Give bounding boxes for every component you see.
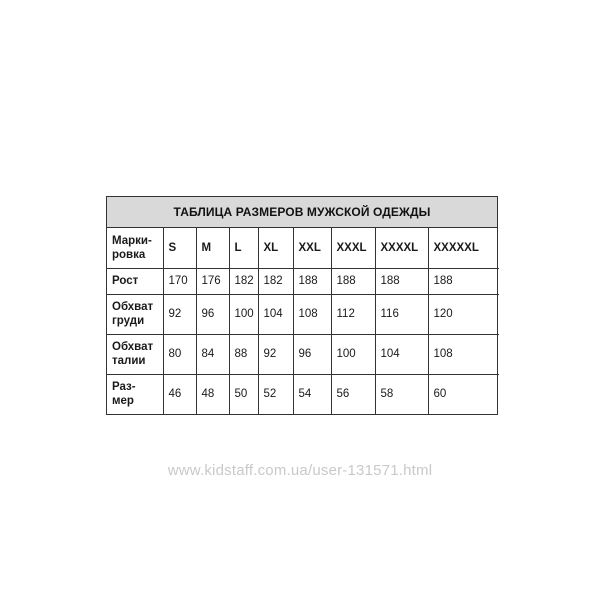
table-cell: 116: [375, 294, 428, 334]
table-cell: 112: [331, 294, 375, 334]
table-cell: 46: [163, 374, 196, 414]
table-cell: 60: [428, 374, 499, 414]
size-table-body: [107, 228, 499, 414]
table-cell: 182: [229, 268, 258, 294]
table-cell: 58: [375, 374, 428, 414]
size-chart-title: ТАБЛИЦА РАЗМЕРОВ МУЖСКОЙ ОДЕЖДЫ: [107, 197, 497, 228]
table-cell: 100: [229, 294, 258, 334]
row-label-height: Рост: [107, 268, 163, 294]
table-cell: 88: [229, 334, 258, 374]
table-cell: L: [229, 228, 258, 268]
table-cell: 84: [196, 334, 229, 374]
row-label-size: Раз- мер: [107, 374, 163, 414]
table-cell: 176: [196, 268, 229, 294]
table-cell: 96: [293, 334, 331, 374]
table-row-marking: [107, 228, 499, 268]
table-cell: 108: [428, 334, 499, 374]
table-cell: 80: [163, 334, 196, 374]
table-cell: M: [196, 228, 229, 268]
table-row-size: [107, 374, 499, 414]
table-cell: 188: [428, 268, 499, 294]
table-cell: 120: [428, 294, 499, 334]
table-cell: 48: [196, 374, 229, 414]
row-label-marking: Марки- ровка: [107, 228, 163, 268]
table-cell: 108: [293, 294, 331, 334]
row-label-chest: Обхват груди: [107, 294, 163, 334]
table-cell: 188: [331, 268, 375, 294]
table-cell: XXXXL: [375, 228, 428, 268]
table-cell: 96: [196, 294, 229, 334]
table-cell: 92: [163, 294, 196, 334]
table-cell: 50: [229, 374, 258, 414]
table-cell: 52: [258, 374, 293, 414]
table-cell: 56: [331, 374, 375, 414]
table-cell: S: [163, 228, 196, 268]
table-row-chest: [107, 294, 499, 334]
row-label-waist: Обхват талии: [107, 334, 163, 374]
table-cell: XXXXXL: [428, 228, 499, 268]
table-cell: XXXL: [331, 228, 375, 268]
table-cell: 92: [258, 334, 293, 374]
table-cell: 100: [331, 334, 375, 374]
table-cell: 182: [258, 268, 293, 294]
table-row-height: [107, 268, 499, 294]
size-chart: [106, 196, 498, 415]
watermark-url: www.kidstaff.com.ua/user-131571.html: [167, 462, 433, 479]
table-cell: XXL: [293, 228, 331, 268]
table-cell: 104: [258, 294, 293, 334]
table-cell: 188: [375, 268, 428, 294]
size-table: [107, 228, 499, 414]
table-cell: 170: [163, 268, 196, 294]
table-cell: XL: [258, 228, 293, 268]
table-cell: 104: [375, 334, 428, 374]
table-row-waist: [107, 334, 499, 374]
table-cell: 188: [293, 268, 331, 294]
table-cell: 54: [293, 374, 331, 414]
